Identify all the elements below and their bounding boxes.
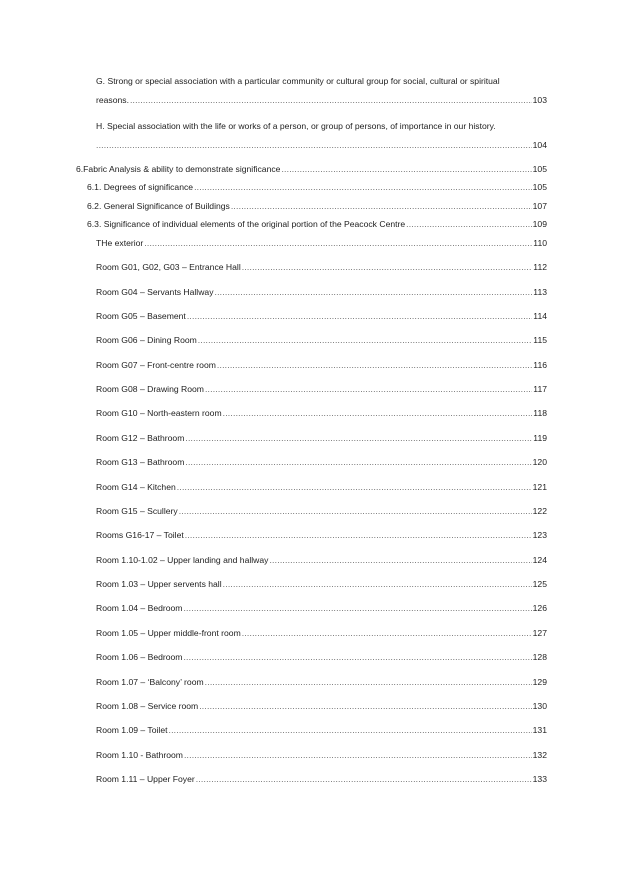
page-number: 132 bbox=[532, 750, 547, 760]
page-number: 103 bbox=[532, 95, 547, 105]
dot-leader bbox=[199, 701, 531, 711]
entry-title: Room 1.08 – Service room bbox=[96, 701, 199, 711]
entry-title: Room 1.06 – Bedroom bbox=[96, 652, 183, 662]
page-number: 114 bbox=[533, 311, 547, 321]
toc-entry[interactable] bbox=[96, 287, 547, 299]
page-number: 123 bbox=[532, 530, 547, 540]
dot-leader bbox=[177, 482, 532, 492]
entry-title: Room G08 – Drawing Room bbox=[96, 384, 204, 394]
page-number: 125 bbox=[532, 579, 547, 589]
dot-leader bbox=[96, 140, 532, 150]
toc-entry[interactable] bbox=[96, 384, 547, 396]
toc-criterion-h-line2 bbox=[96, 140, 547, 150]
page-number: 118 bbox=[533, 408, 547, 418]
entry-title: Room 1.11 – Upper Foyer bbox=[96, 774, 195, 784]
dot-leader bbox=[185, 530, 532, 540]
page-number: 110 bbox=[533, 238, 547, 248]
toc-entry[interactable] bbox=[96, 360, 547, 372]
page-number: 131 bbox=[532, 725, 547, 735]
toc-entry[interactable] bbox=[96, 433, 547, 445]
dot-leader bbox=[183, 652, 531, 662]
toc-entry[interactable] bbox=[96, 311, 547, 323]
toc-entry[interactable] bbox=[96, 774, 547, 786]
entry-title: Room 1.03 – Upper servents hall bbox=[96, 579, 222, 589]
dot-leader bbox=[194, 182, 532, 192]
toc-entry[interactable] bbox=[96, 725, 547, 737]
dot-leader bbox=[185, 457, 531, 467]
toc-entry[interactable] bbox=[96, 335, 547, 347]
toc-entry[interactable] bbox=[96, 530, 547, 542]
toc-criterion-g-line1: G. Strong or special association with a particular community or cultural group for social, cultural or spiritual bbox=[96, 76, 500, 86]
dot-leader bbox=[217, 360, 532, 370]
toc-subsection[interactable] bbox=[87, 219, 547, 231]
dot-leader bbox=[215, 287, 533, 297]
entry-title: Room G12 – Bathroom bbox=[96, 433, 185, 443]
toc-criterion-g-line2 bbox=[96, 95, 547, 105]
toc-entry[interactable] bbox=[96, 457, 547, 469]
toc-subsection[interactable] bbox=[87, 182, 547, 194]
toc-entry[interactable] bbox=[96, 701, 547, 713]
entry-title: Room G04 – Servants Hallway bbox=[96, 287, 214, 297]
toc-entry[interactable] bbox=[96, 238, 547, 250]
dot-leader bbox=[198, 335, 533, 345]
toc-entry[interactable] bbox=[96, 652, 547, 664]
toc-entry[interactable] bbox=[96, 262, 547, 274]
page-number: 107 bbox=[532, 201, 547, 211]
dot-leader bbox=[223, 579, 532, 589]
page-number: 130 bbox=[532, 701, 547, 711]
page-number: 113 bbox=[533, 287, 547, 297]
page-number: 127 bbox=[532, 628, 547, 638]
toc-entry[interactable] bbox=[96, 750, 547, 762]
dot-leader bbox=[144, 238, 532, 248]
entry-title: Room G06 – Dining Room bbox=[96, 335, 197, 345]
entry-title: Room 1.04 – Bedroom bbox=[96, 603, 183, 613]
toc-subsection[interactable] bbox=[87, 201, 547, 213]
toc-entry[interactable] bbox=[96, 628, 547, 640]
toc-entry[interactable] bbox=[96, 677, 547, 689]
subsection-title: 6.3. Significance of individual elements of the original portion of the Peacock Centre bbox=[87, 219, 406, 229]
entry-title: Room G05 – Basement bbox=[96, 311, 186, 321]
entry-title: Room G14 – Kitchen bbox=[96, 482, 176, 492]
entry-title: Room G13 – Bathroom bbox=[96, 457, 185, 467]
toc-criterion-h bbox=[96, 121, 547, 151]
dot-leader bbox=[196, 774, 532, 784]
dot-leader bbox=[184, 750, 532, 760]
entry-title: Room 1.07 – ‘Balcony’ room bbox=[96, 677, 204, 687]
toc-entry[interactable] bbox=[96, 555, 547, 567]
page-number: 124 bbox=[532, 555, 547, 565]
dot-leader bbox=[179, 506, 532, 516]
dot-leader bbox=[169, 725, 532, 735]
page-number: 129 bbox=[532, 677, 547, 687]
toc-entry[interactable] bbox=[96, 603, 547, 615]
dot-leader bbox=[231, 201, 532, 211]
page-number: 105 bbox=[532, 164, 547, 174]
dot-leader bbox=[242, 262, 533, 272]
entry-title: Room G10 – North-eastern room bbox=[96, 408, 222, 418]
dot-leader bbox=[406, 219, 531, 229]
page-number: 104 bbox=[532, 140, 547, 150]
dot-leader bbox=[187, 311, 532, 321]
subsection-title: 6.2. General Significance of Buildings bbox=[87, 201, 230, 211]
dot-leader bbox=[281, 164, 531, 174]
toc-entry[interactable] bbox=[96, 482, 547, 494]
entry-title: Room 1.09 – Toilet bbox=[96, 725, 168, 735]
section-number: 6. bbox=[76, 164, 84, 174]
dot-leader bbox=[205, 384, 532, 394]
subsection-title: 6.1. Degrees of significance bbox=[87, 182, 194, 192]
page-number: 121 bbox=[532, 482, 547, 492]
entry-title: Room G07 – Front-centre room bbox=[96, 360, 216, 370]
section-title: Fabric Analysis & ability to demonstrate significance bbox=[83, 164, 281, 174]
entry-title: Room 1.10-1.02 – Upper landing and hallway bbox=[96, 555, 269, 565]
dot-leader bbox=[185, 433, 532, 443]
page-number: 115 bbox=[533, 335, 547, 345]
toc-entry[interactable] bbox=[96, 408, 547, 420]
toc-criterion-g-line2-text: reasons. bbox=[96, 95, 129, 105]
toc-entry[interactable] bbox=[96, 579, 547, 591]
dot-leader bbox=[223, 408, 533, 418]
page-number: 116 bbox=[533, 360, 547, 370]
page-number: 120 bbox=[532, 457, 547, 467]
entry-title: Room 1.10 - Bathroom bbox=[96, 750, 183, 760]
page-number: 133 bbox=[532, 774, 547, 784]
dot-leader bbox=[269, 555, 531, 565]
page-number: 109 bbox=[532, 219, 547, 229]
dot-leader bbox=[183, 603, 531, 613]
page-number: 122 bbox=[532, 506, 547, 516]
toc-entry[interactable] bbox=[96, 506, 547, 518]
page-number: 119 bbox=[533, 433, 547, 443]
dot-leader bbox=[130, 95, 532, 105]
toc-criterion-h-line1: H. Special association with the life or works of a person, or group of persons, of importance in our history. bbox=[96, 121, 496, 131]
page-number: 112 bbox=[533, 262, 547, 272]
page-number: 128 bbox=[532, 652, 547, 662]
dot-leader bbox=[242, 628, 532, 638]
entry-title: THe exterior bbox=[96, 238, 144, 248]
toc-criterion-g bbox=[96, 76, 547, 106]
entry-title: Room G01, G02, G03 – Entrance Hall bbox=[96, 262, 241, 272]
entry-title: Rooms G16-17 – Toilet bbox=[96, 530, 184, 540]
entry-title: Room 1.05 – Upper middle-front room bbox=[96, 628, 241, 638]
entry-title: Room G15 – Scullery bbox=[96, 506, 178, 516]
toc-section-6[interactable] bbox=[76, 164, 547, 176]
page-number: 126 bbox=[532, 603, 547, 613]
page-number: 105 bbox=[532, 182, 547, 192]
page-number: 117 bbox=[533, 384, 547, 394]
dot-leader bbox=[205, 677, 532, 687]
